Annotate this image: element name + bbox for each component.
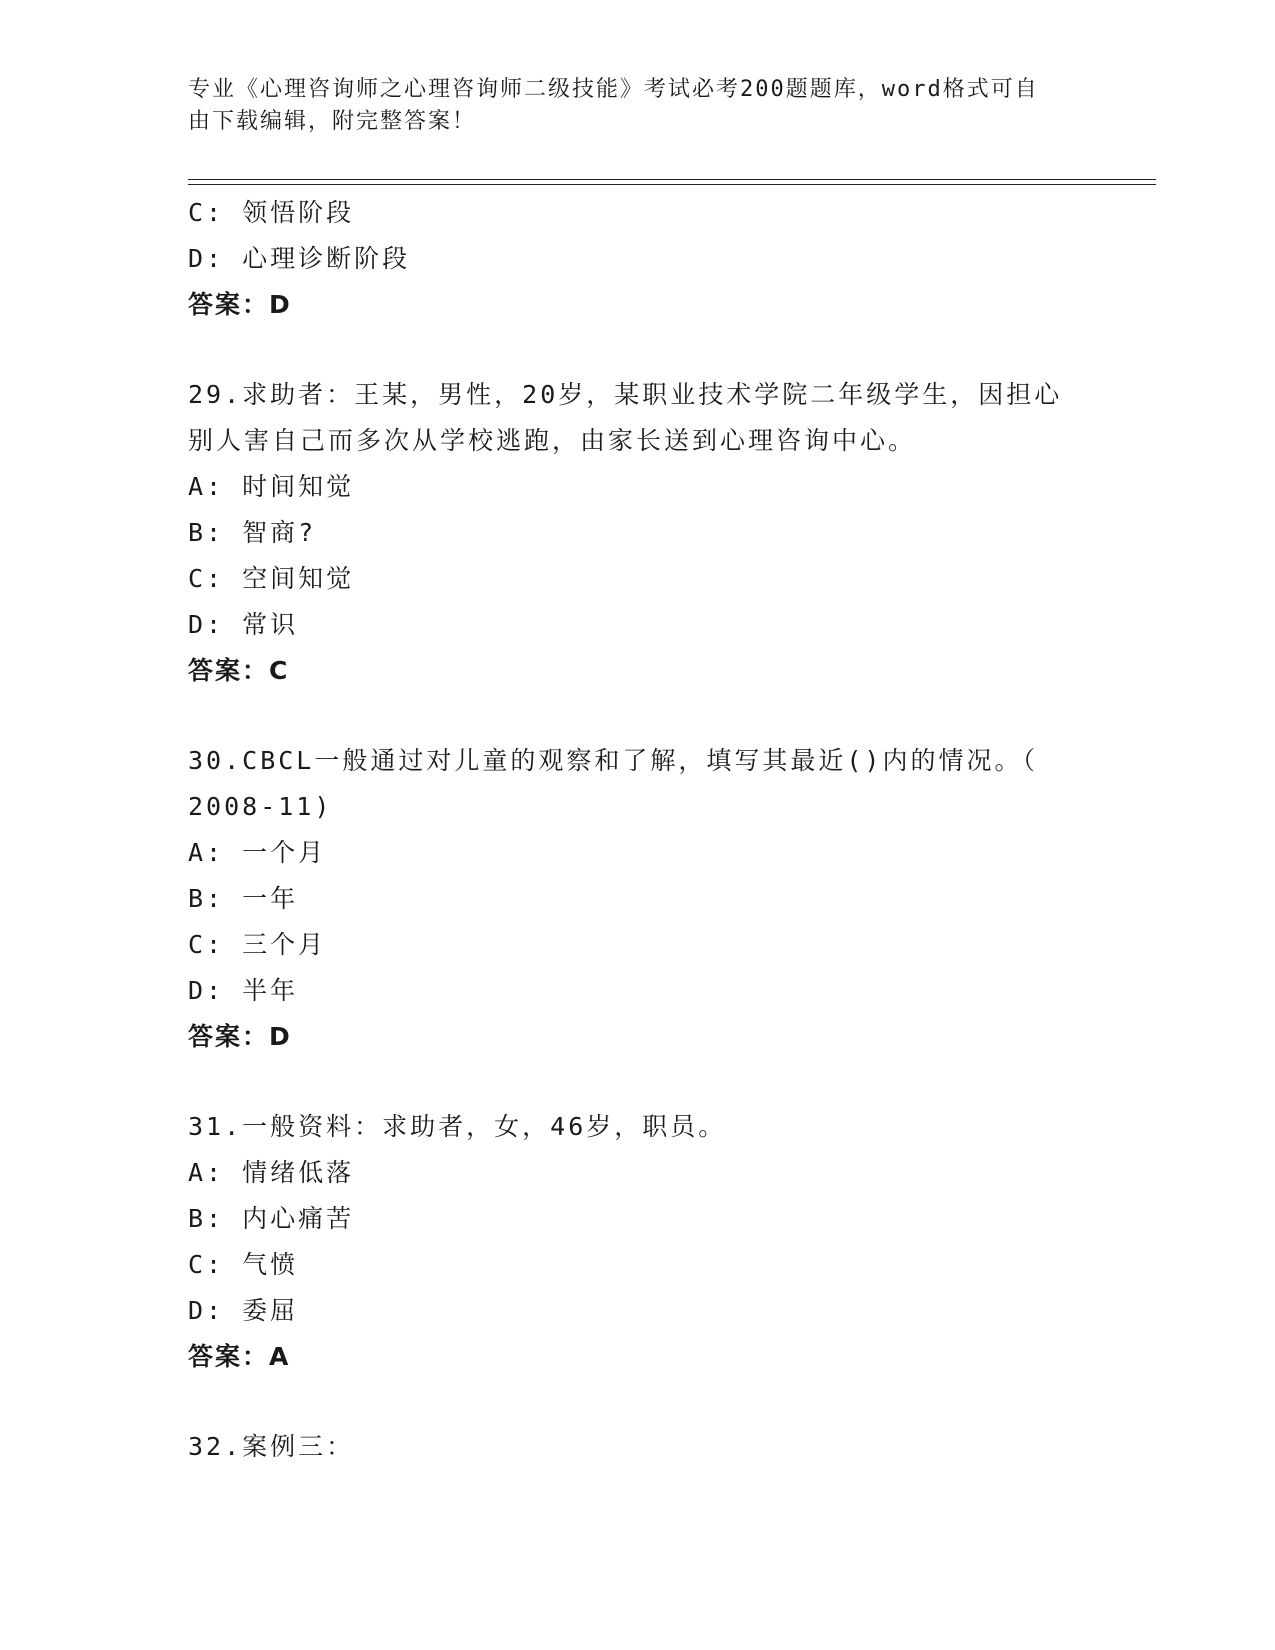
option-c: [188, 1242, 1088, 1288]
option-text: 情绪低落: [242, 1158, 355, 1187]
option-text: 心理诊断阶段: [242, 244, 411, 273]
option-text: 领悟阶段: [242, 198, 355, 227]
option-d: [188, 236, 1088, 282]
question-stem-line: 31.一般资料：求助者，女，46岁，职员。: [188, 1112, 727, 1141]
question-stem-line: 30.CBCL一般通过对儿童的观察和了解，填写其最近()内的情况。（: [188, 746, 1038, 775]
header-divider-bottom: [188, 184, 1156, 185]
option-label: C:: [188, 564, 225, 593]
option-d: [188, 1288, 1088, 1334]
question-stem-line: 2008-11): [188, 792, 333, 821]
document-body: [188, 190, 1088, 1470]
question-block-31: [188, 1104, 1088, 1380]
option-c: [188, 922, 1088, 968]
option-label: C:: [188, 198, 225, 227]
answer-line: 答案：A: [188, 1342, 291, 1371]
option-label: D:: [188, 244, 225, 273]
option-label: A:: [188, 472, 225, 501]
option-label: A:: [188, 838, 225, 867]
option-text: 三个月: [242, 930, 327, 959]
option-b: [188, 510, 1088, 556]
option-a: [188, 464, 1088, 510]
option-a: [188, 1150, 1088, 1196]
question-block-28: [188, 190, 1088, 328]
option-text: 委屈: [242, 1296, 299, 1325]
option-d: [188, 968, 1088, 1014]
option-label: A:: [188, 1158, 225, 1187]
question-stem-line: 别人害自己而多次从学校逃跑，由家长送到心理咨询中心。: [188, 426, 917, 455]
option-c: [188, 190, 1088, 236]
option-b: [188, 1196, 1088, 1242]
option-text: 常识: [242, 610, 299, 639]
option-a: [188, 830, 1088, 876]
option-label: D:: [188, 1296, 225, 1325]
option-d: [188, 602, 1088, 648]
option-text: 气愤: [242, 1250, 299, 1279]
option-b: [188, 876, 1088, 922]
option-label: B:: [188, 884, 225, 913]
option-label: B:: [188, 1204, 225, 1233]
document-header: [188, 74, 1068, 138]
option-label: D:: [188, 610, 225, 639]
option-text: 空间知觉: [242, 564, 355, 593]
question-block-29: [188, 372, 1088, 694]
option-label: C:: [188, 1250, 225, 1279]
answer-line: 答案：C: [188, 656, 290, 685]
option-label: B:: [188, 518, 225, 547]
header-line-2: 由下载编辑，附完整答案！: [188, 109, 477, 134]
question-stem-line: 29.求助者：王某，男性，20岁，某职业技术学院二年级学生，因担心: [188, 380, 1063, 409]
option-text: 一个月: [242, 838, 327, 867]
option-label: D:: [188, 976, 225, 1005]
header-line-1: 专业《心理咨询师之心理咨询师二级技能》考试必考200题题库，word格式可自: [188, 77, 1039, 102]
option-text: 智商?: [242, 518, 317, 547]
option-text: 半年: [242, 976, 299, 1005]
option-c: [188, 556, 1088, 602]
answer-line: 答案：D: [188, 1022, 292, 1051]
question-block-30: [188, 738, 1088, 1060]
option-text: 一年: [242, 884, 299, 913]
option-text: 时间知觉: [242, 472, 355, 501]
question-stem-line: 32.案例三：: [188, 1432, 355, 1461]
question-block-32: [188, 1424, 1088, 1470]
header-divider-top: [188, 179, 1156, 180]
answer-line: 答案：D: [188, 290, 292, 319]
option-label: C:: [188, 930, 225, 959]
option-text: 内心痛苦: [242, 1204, 355, 1233]
